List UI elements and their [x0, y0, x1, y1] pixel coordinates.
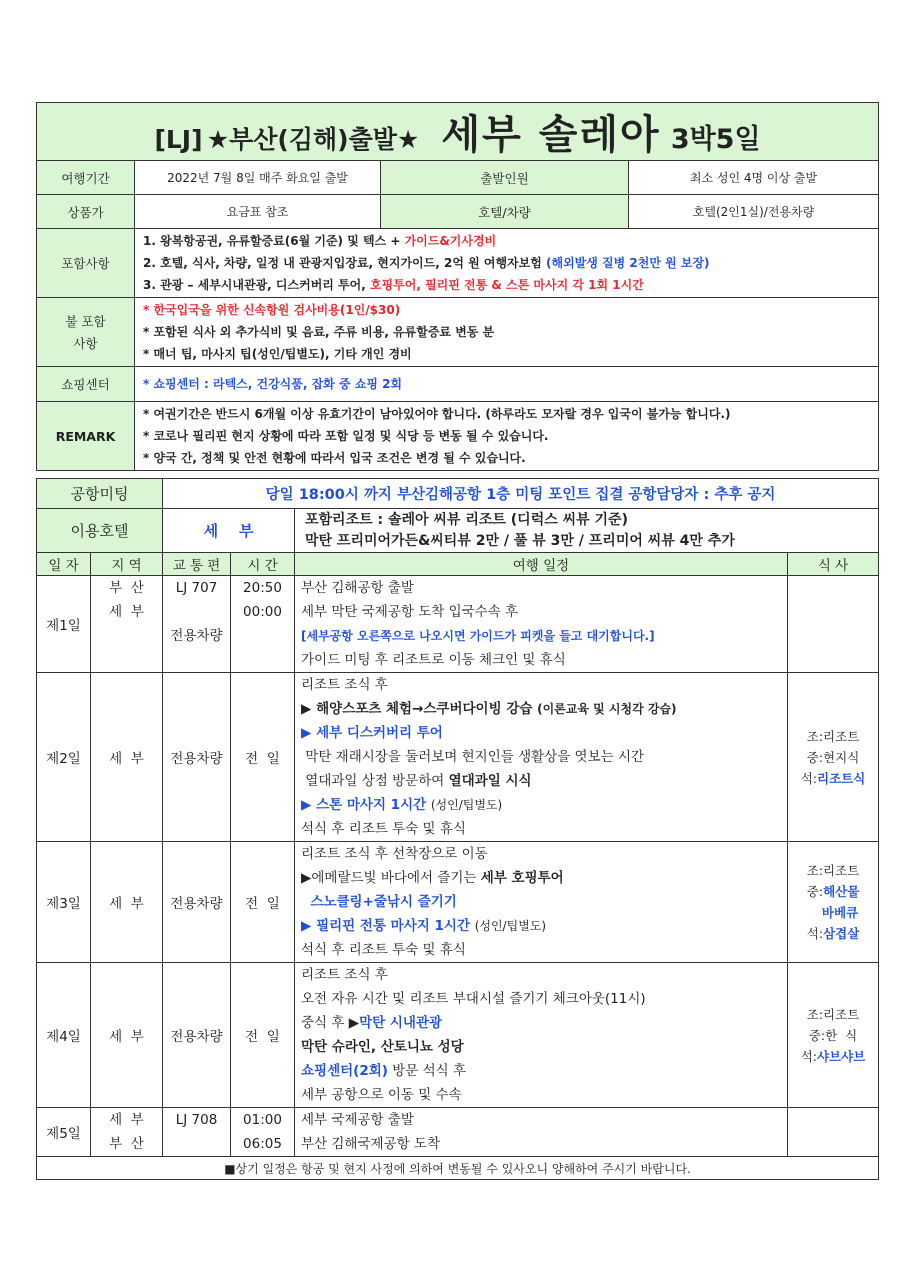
product-info-table — [36, 102, 879, 471]
schedule: 리조트 조식 후 선착장으로 이동 ▶에메랄드빛 바다에서 즐기는 세부 호핑투어 스노클링+줄낚시 즐기기 ▶ 필리핀 전통 마사지 1시간 (성인/팁별도) 석식 후 리조트 투숙 및 휴식 — [295, 842, 788, 963]
hotel-car-value: 호텔(2인1실)/전용차량 — [629, 195, 879, 229]
period-value: 2022년 7월 8일 매주 화요일 출발 — [135, 161, 381, 195]
transport: 전용차량 — [163, 963, 231, 1108]
schedule: 부산 김해공항 출발 세부 막탄 국제공항 도착 입국수속 후 [세부공항 오른쪽으로 나오시면 가이드가 피켓을 들고 대기합니다.] 가이드 미팅 후 리조트로 이동 체크인 및 휴식 — [295, 576, 788, 673]
region: 세 부 부 산 — [91, 1108, 163, 1157]
inclusion-line: 2. 호텔, 식사, 차량, 일정 내 관광지입장료, 현지가이드, 2억 원 여행자보험 (해외발생 질병 2천만 원 보장) — [143, 256, 710, 270]
pax-value: 최소 성인 4명 이상 출발 — [629, 161, 879, 195]
day-row — [37, 576, 879, 673]
transport: LJ 708 — [163, 1108, 231, 1157]
title-product: 세부 솔레아 — [441, 112, 661, 158]
hotel-info — [295, 509, 879, 553]
transport: 전용차량 — [163, 673, 231, 842]
meal: 조:리조트 중:현지식 석:리조트식 — [788, 673, 879, 842]
time: 전 일 — [231, 842, 295, 963]
meeting-label: 공항미팅 — [37, 479, 163, 509]
price-label: 상품가 — [37, 195, 135, 229]
remark-line: * 여권기간은 반드시 6개월 이상 유효기간이 남아있어야 합니다. (하루라도 모자랄 경우 입국이 불가능 합니다.) — [143, 407, 731, 421]
time: 전 일 — [231, 963, 295, 1108]
day-row — [37, 673, 879, 842]
period-label: 여행기간 — [37, 161, 135, 195]
inclusions — [135, 229, 879, 298]
exclusion-line: * 한국입국을 위한 신속항원 검사비용(1인/$30) — [143, 303, 401, 317]
meal — [788, 576, 879, 673]
hotel-line: 포함리조트 : 솔레아 씨뷰 리조트 (디럭스 씨뷰 기준) — [305, 511, 628, 528]
title-code: [LJ] — [154, 125, 203, 154]
itinerary-header — [37, 553, 879, 576]
col-day: 일 자 — [37, 553, 91, 576]
inclusions-label: 포함사항 — [37, 229, 135, 298]
region: 부 산 세 부 — [91, 576, 163, 673]
inclusion-line: 1. 왕복항공권, 유류할증료(6월 기준) 및 텍스 + 가이드&기사경비 — [143, 234, 497, 248]
time: 20:50 00:00 — [231, 576, 295, 673]
inclusion-line: 3. 관광 – 세부시내관광, 디스커버리 투어, 호핑투어, 필리핀 전통 & 스톤 마사지 각 1회 1시간 — [143, 278, 644, 292]
day-row — [37, 842, 879, 963]
meeting-value: 당일 18:00시 까지 부산김해공항 1층 미팅 포인트 집결 공항담당자 : 추후 공지 — [163, 479, 879, 509]
price-value: 요금표 참조 — [135, 195, 381, 229]
shopping-value: * 쇼핑센터 : 라텍스, 건강식품, 잡화 중 쇼핑 2회 — [135, 367, 879, 402]
hotel-car-label: 호텔/차량 — [381, 195, 629, 229]
hotel-city: 세 부 — [163, 509, 295, 553]
day-label: 제5일 — [37, 1108, 91, 1157]
day-label: 제2일 — [37, 673, 91, 842]
exclusions — [135, 298, 879, 367]
product-title — [37, 103, 879, 161]
day-label: 제3일 — [37, 842, 91, 963]
exclusions-label: 불 포함 사항 — [37, 298, 135, 367]
schedule: 리조트 조식 후 오전 자유 시간 및 리조트 부대시설 즐기기 체크아웃(11시) 중식 후 ▶막탄 시내관광 막탄 슈라인, 산토니뇨 성당 쇼핑센터(2회) 방문 석식 후 세부 공항으로 이동 및 수속 — [295, 963, 788, 1108]
hotel-line: 막탄 프리미어가든&씨티뷰 2만 / 풀 뷰 3만 / 프리미어 씨뷰 4만 추가 — [305, 532, 735, 549]
itinerary-table — [36, 478, 879, 1180]
region: 세 부 — [91, 963, 163, 1108]
title-route: ★부산(김해)출발★ — [206, 125, 420, 154]
col-transport: 교 통 편 — [163, 553, 231, 576]
region: 세 부 — [91, 842, 163, 963]
meal: 조:리조트 중:해산물 바베큐 석:삼겹살 — [788, 842, 879, 963]
meal — [788, 1108, 879, 1157]
remark-line: * 코로나 필리핀 현지 상황에 따라 포함 일정 및 식당 등 변동 될 수 있습니다. — [143, 429, 549, 443]
day-row — [37, 963, 879, 1108]
time: 전 일 — [231, 673, 295, 842]
remark-label: REMARK — [37, 402, 135, 471]
remarks — [135, 402, 879, 471]
transport: LJ 707 전용차량 — [163, 576, 231, 673]
schedule: 세부 국제공항 출발 부산 김해국제공항 도착 — [295, 1108, 788, 1157]
transport: 전용차량 — [163, 842, 231, 963]
day-label: 제4일 — [37, 963, 91, 1108]
footer-notice: ■상기 일정은 항공 및 현지 사정에 의하여 변동될 수 있사오니 양해하여 주시기 바랍니다. — [37, 1157, 879, 1180]
col-region: 지 역 — [91, 553, 163, 576]
time: 01:00 06:05 — [231, 1108, 295, 1157]
shopping-label: 쇼핑센터 — [37, 367, 135, 402]
pax-label: 출발인원 — [381, 161, 629, 195]
exclusion-line: * 포함된 식사 외 추가식비 및 음료, 주류 비용, 유류할증료 변동 분 — [143, 325, 495, 339]
title-duration: 3박5일 — [670, 124, 761, 155]
col-time: 시 간 — [231, 553, 295, 576]
col-schedule: 여행 일정 — [295, 553, 788, 576]
region: 세 부 — [91, 673, 163, 842]
exclusion-line: * 매너 팁, 마사지 팁(성인/팁별도), 기타 개인 경비 — [143, 347, 412, 361]
schedule: 리조트 조식 후 ▶ 해양스포츠 체험→스쿠버다이빙 강습 (이론교육 및 시청각 강습) ▶ 세부 디스커버리 투어 막탄 재래시장을 둘러보며 현지인들 생활상을 엿보는 시간 열대과일 상점 방문하여 열대과일 시식 ▶ 스톤 마사지 1시간 (성인/팁별도) 석식 후 리조트 투숙 및 휴식 — [295, 673, 788, 842]
col-meal: 식 사 — [788, 553, 879, 576]
remark-line: * 양국 간, 정책 및 안전 현황에 따라서 입국 조건은 변경 될 수 있습니다. — [143, 451, 526, 465]
day-label: 제1일 — [37, 576, 91, 673]
day-row — [37, 1108, 879, 1157]
hotel-label: 이용호텔 — [37, 509, 163, 553]
meal: 조:리조트 중:한 식 석:샤브샤브 — [788, 963, 879, 1108]
